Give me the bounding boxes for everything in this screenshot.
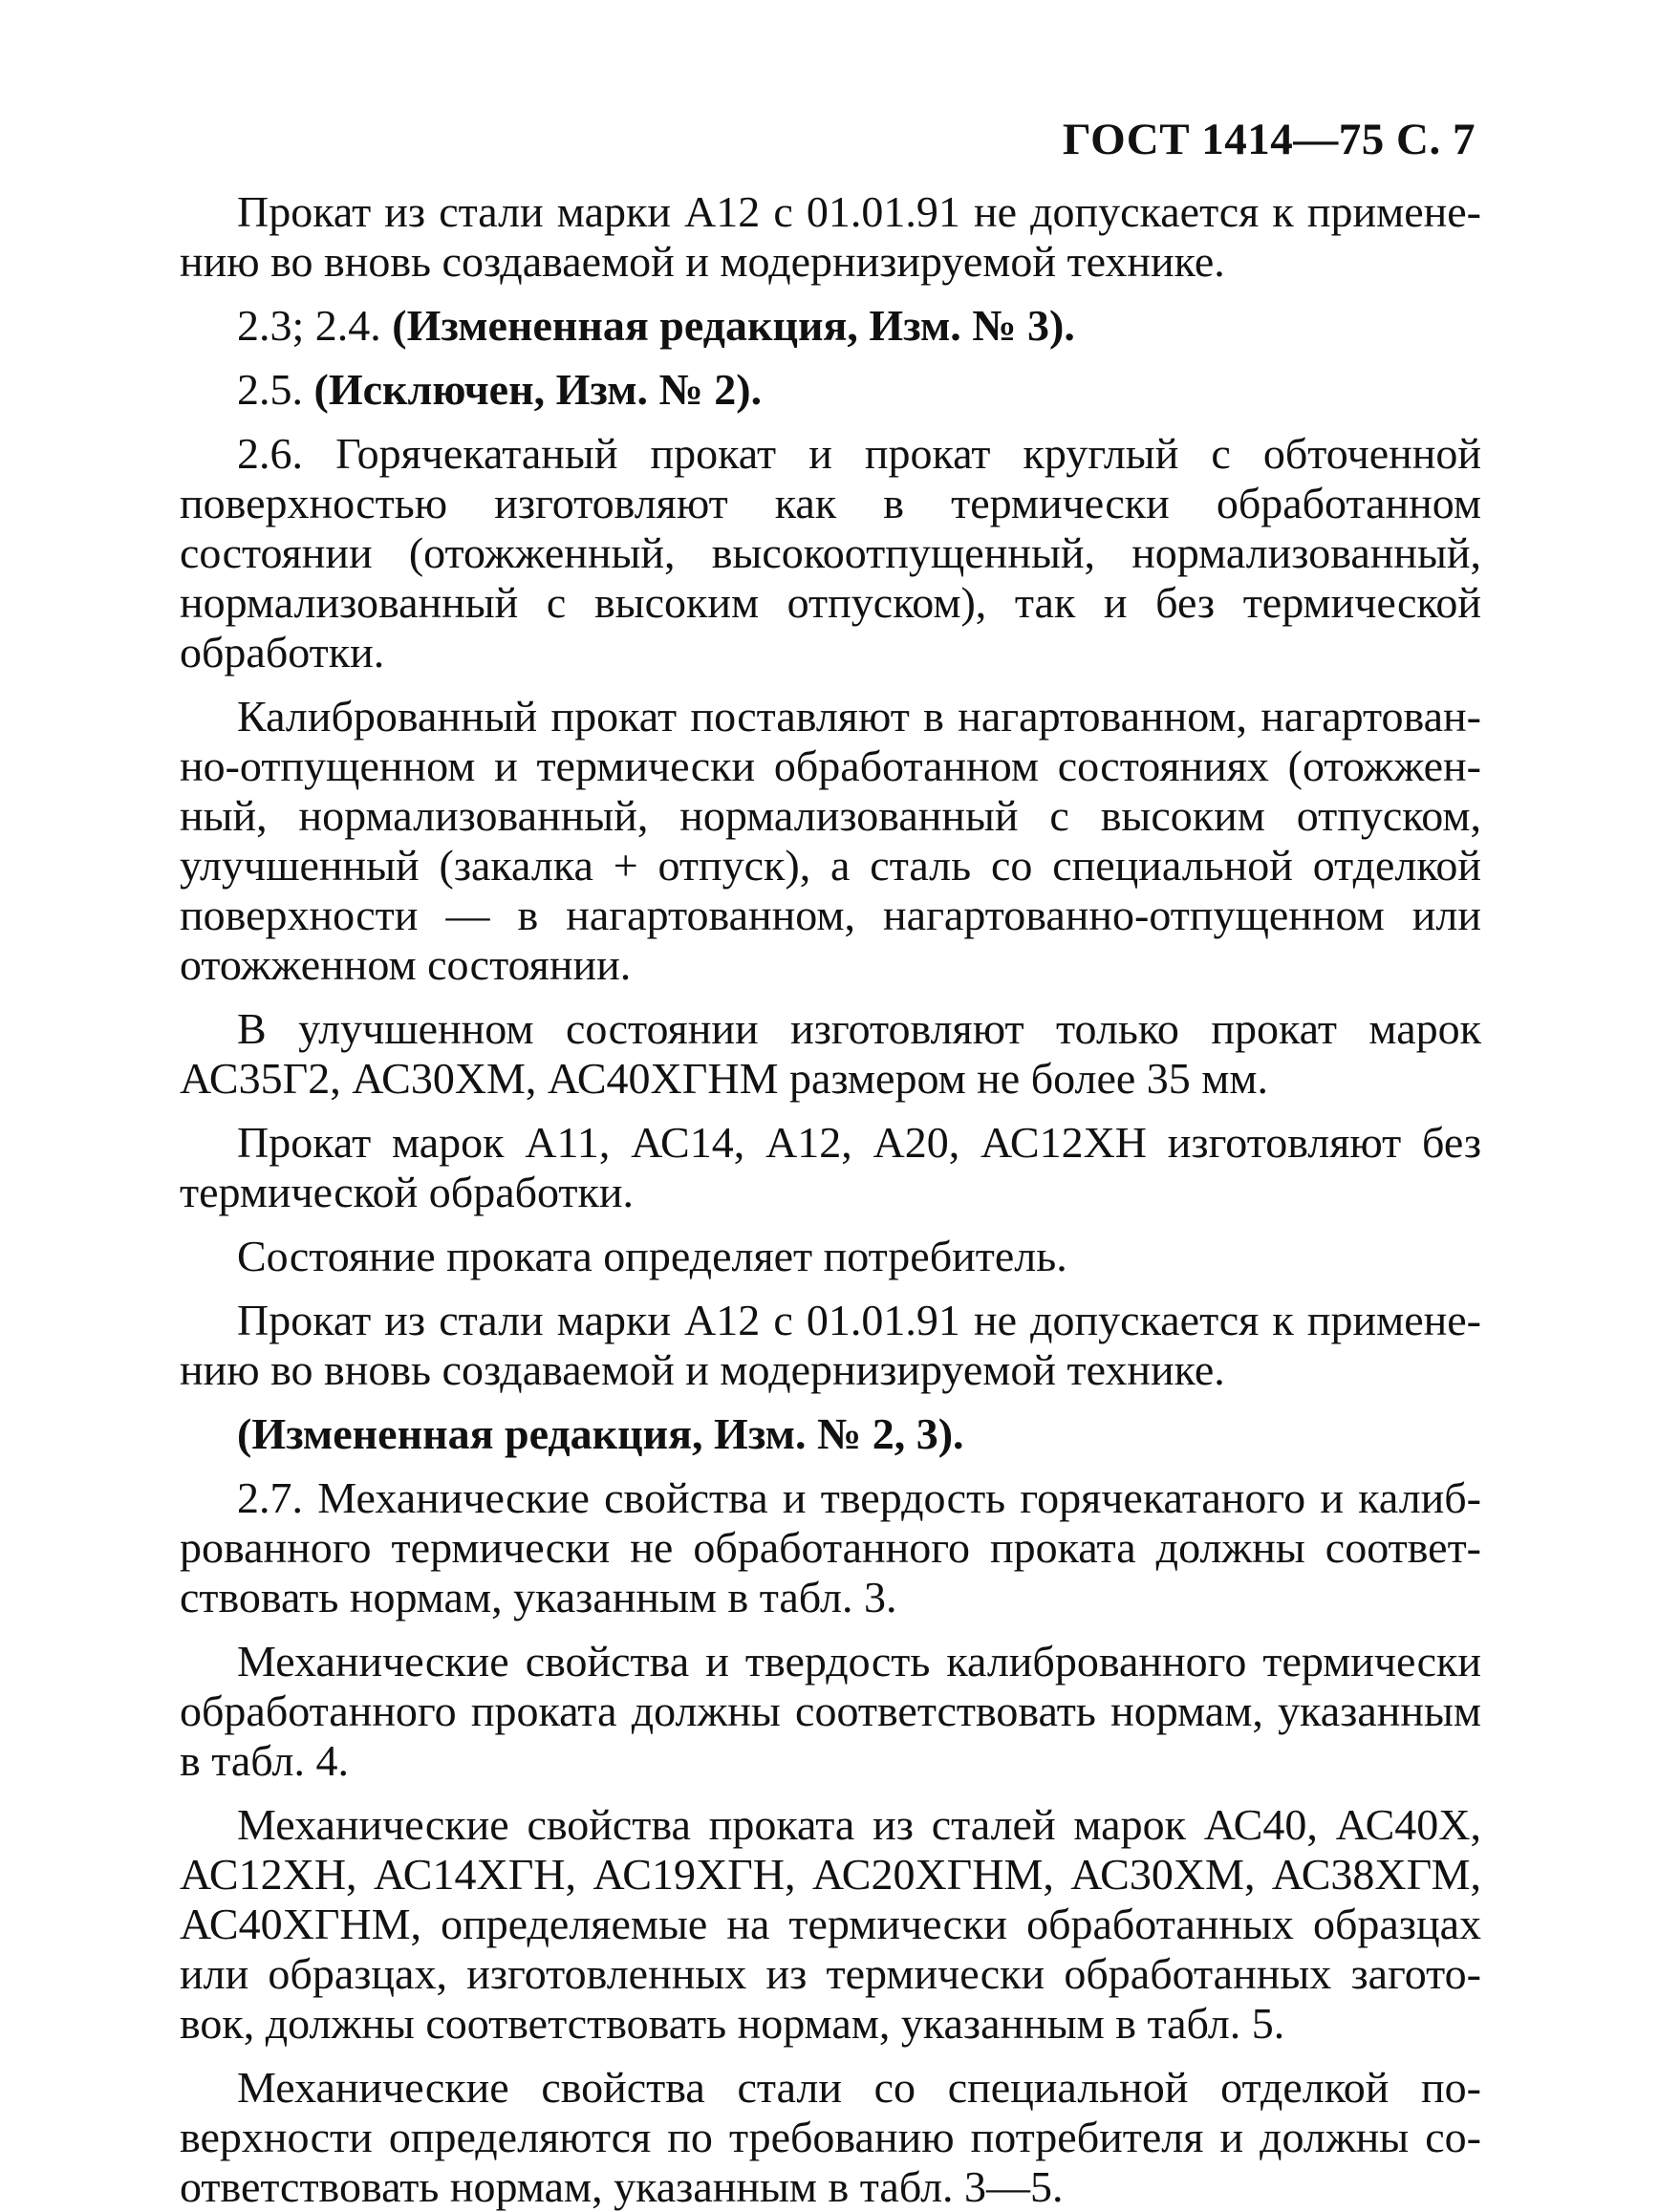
amendment-line: [180, 365, 1481, 415]
text-line: поверхностью изготовляют как в термически обработанном: [180, 479, 1481, 527]
text-line: но-отпущенном и термически обработанном состояниях (отожжен-: [180, 741, 1481, 790]
text-line: термической обработки.: [180, 1168, 634, 1216]
text-line: Прокат из стали марки А12 с 01.01.91 не допускается к примене-: [237, 187, 1481, 236]
amendment-note: (Измененная редакция, Изм. № 3).: [392, 301, 1075, 350]
body-text: [180, 187, 1481, 2212]
text-line: вок, должны соответствовать нормам, указанным в табл. 5.: [180, 1999, 1285, 2048]
text-line: Механические свойства проката из сталей марок АС40, АС40Х,: [237, 1800, 1481, 1849]
text-line: 2.6. Горячекатаный прокат и прокат круглый с обточенной: [237, 429, 1481, 478]
text-line: поверхности — в нагартованном, нагартованно-отпущенном или: [180, 891, 1481, 939]
text-line: нию во вновь создаваемой и модернизируемой технике.: [180, 1345, 1225, 1394]
clause-number: 2.5.: [237, 365, 314, 414]
text-line: улучшенный (закалка + отпуск), а сталь со специальной отделкой: [180, 841, 1481, 890]
text-line: Состояние проката определяет потребитель.: [237, 1232, 1067, 1280]
text-line: обработки.: [180, 628, 385, 676]
text-line: или образцах, изготовленных из термически обработанных загото-: [180, 1949, 1481, 1998]
text-line: ствовать нормам, указанным в табл. 3.: [180, 1573, 897, 1621]
text-line: в табл. 4.: [180, 1736, 350, 1785]
amendment-note: (Исключен, Изм. № 2).: [313, 365, 763, 414]
page-header: ГОСТ 1414—75 С. 7: [1062, 115, 1476, 164]
text-line: отожженном состоянии.: [180, 940, 632, 989]
text-line: 2.7. Механические свойства и твердость горячекатаного и калиб-: [237, 1473, 1481, 1522]
text-line: АС12ХН, АС14ХГН, АС19ХГН, АС20ХГНМ, АС30ХМ, АС38ХГМ,: [180, 1850, 1481, 1899]
text-line: Механические свойства стали со специальной отделкой по-: [237, 2063, 1481, 2112]
text-line: ный, нормализованный, нормализованный с высоким отпуском,: [180, 791, 1481, 840]
text-line: нормализованный с высоким отпуском), так и без термической: [180, 578, 1481, 627]
text-line: Механические свойства и твердость калиброванного термически: [237, 1637, 1481, 1686]
text-line: обработанного проката должны соответствовать нормам, указанным: [180, 1686, 1481, 1735]
clause-number: 2.3; 2.4.: [237, 301, 393, 350]
text-line: АС40ХГНМ, определяемые на термически обработанных образцах: [180, 1900, 1481, 1948]
text-line: ответствовать нормам, указанным в табл. 3—5.: [180, 2162, 1064, 2211]
amendment-note: (Измененная редакция, Изм. № 2, 3).: [237, 1409, 964, 1458]
text-line: нию во вновь создаваемой и модернизируемой технике.: [180, 237, 1225, 286]
text-line: Прокат марок А11, АС14, А12, А20, АС12ХН изготовляют без: [237, 1118, 1481, 1167]
text-line: Прокат из стали марки А12 с 01.01.91 не допускается к примене-: [237, 1296, 1481, 1344]
text-line: АС35Г2, АС30ХМ, АС40ХГНМ размером не более 35 мм.: [180, 1054, 1269, 1103]
text-line: Калиброванный прокат поставляют в нагартованном, нагартован-: [237, 692, 1481, 741]
amendment-line: [180, 301, 1481, 351]
text-line: состоянии (отожженный, высокоотпущенный, нормализованный,: [180, 528, 1481, 577]
text-line: В улучшенном состоянии изготовляют только прокат марок: [237, 1004, 1481, 1053]
text-line: верхности определяются по требованию потребителя и должны со-: [180, 2113, 1481, 2161]
text-line: рованного термически не обработанного проката должны соответ-: [180, 1523, 1481, 1572]
